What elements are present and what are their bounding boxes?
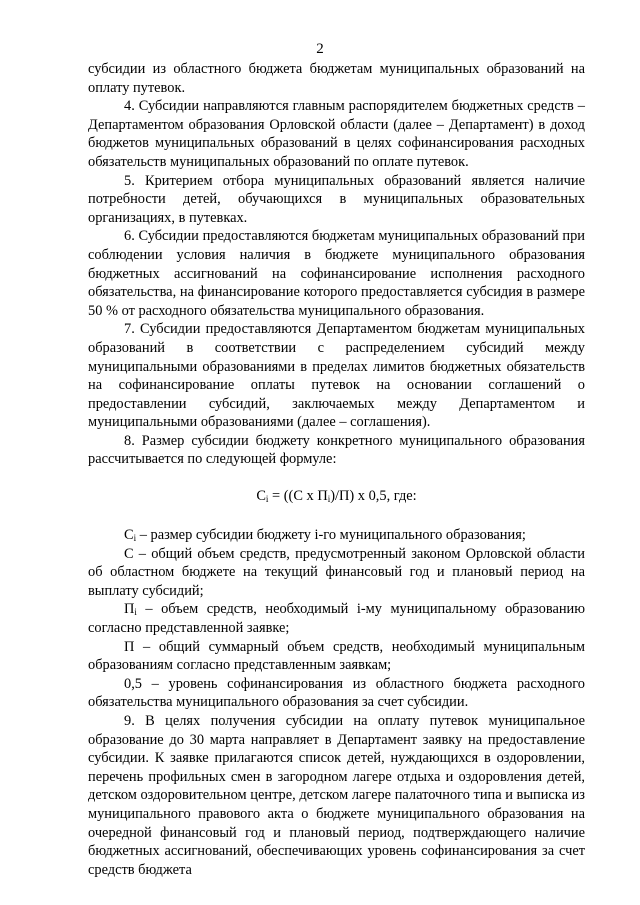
paragraph-5: 5. Критерием отбора муниципальных образований является наличие потребности детей, обучающихся в муниципальных образовательных организациях, в путевках. bbox=[88, 172, 585, 226]
paragraph-6: 6. Субсидии предоставляются бюджетам муниципальных образований при соблюдении условия наличия в бюджете муниципального образования бюджетных ассигнований на софинансирование исполнения расходного обязательства, на финансирование которого предоставляется субсидия в размере 50 % от расходного обязательства муниципального образования. bbox=[88, 228, 585, 319]
formula-tail: )/П) x 0,5, где: bbox=[330, 488, 417, 505]
definition-p bbox=[88, 638, 585, 675]
definition-subscript: i bbox=[133, 533, 137, 544]
definition-coefficient bbox=[88, 675, 585, 712]
definition-text: 0,5 – уровень софинансирования из областного бюджета расходного обязательства муниципального образования за счет субсидии. bbox=[88, 675, 585, 711]
paragraph-continuation: субсидии из областного бюджета бюджетам муниципальных образований на оплату путевок. bbox=[88, 61, 585, 96]
page-number: 2 bbox=[316, 41, 324, 57]
formula-ci: C bbox=[256, 488, 266, 505]
paragraph-9: 9. В целях получения субсидии на оплату путевок муниципальное образование до 30 марта направляет в Департамент заявку на предоставление субсидии. К заявке прилагаются список детей, нуждающихся в оздоровлении, перечень профильных смен в загородном лагере отдыха и оздоровления детей, детском оздоровительном центре, детском лагере палаточного типа и выписка из муниципального правового акта о бюджете муниципального образования на очередной финансовый год и плановый период, подтверждающего наличие бюджетных ассигнований, обеспечивающих уровень софинансирования за счет средств бюджета bbox=[88, 713, 585, 878]
subsidy-formula bbox=[88, 487, 585, 505]
definition-symbol: П bbox=[124, 601, 135, 618]
definition-symbol: C bbox=[124, 527, 134, 544]
paragraph-4: 4. Субсидии направляются главным распорядителем бюджетных средств – Департаментом образования Орловской области (далее – Департамент) в доход бюджетов муниципальных образований в целях софинансирования расходных обязательств муниципальных образований по оплате путевок. bbox=[88, 98, 585, 170]
definition-text: – объем средств, необходимый i-му муниципальному образованию согласно представленной заявке; bbox=[88, 601, 585, 637]
definition-subscript: i bbox=[134, 607, 137, 618]
document-body bbox=[88, 60, 585, 879]
paragraph-8: 8. Размер субсидии бюджету конкретного муниципального образования рассчитывается по следующей формуле: bbox=[88, 432, 585, 468]
definition-text: – размер субсидии бюджету i-го муниципального образования; bbox=[136, 527, 526, 544]
definition-pi bbox=[88, 600, 585, 637]
formula-middle: = ((C x П bbox=[268, 488, 328, 505]
definition-c bbox=[88, 545, 585, 601]
definition-text: П – общий суммарный объем средств, необходимый муниципальным образованиям согласно представленным заявкам; bbox=[88, 638, 585, 674]
definition-ci bbox=[88, 526, 585, 545]
formula-pi-subscript: i bbox=[327, 494, 331, 505]
formula-ci-subscript: i bbox=[265, 494, 269, 505]
definition-text: С – общий объем средств, предусмотренный законом Орловской области об областном бюджете на текущий финансовый год и плановый период на выплату субсидий; bbox=[88, 545, 585, 599]
paragraph-7: 7. Субсидии предоставляются Департаментом бюджетам муниципальных образований в соответствии с распределением субсидий между муниципальными образованиями в пределах лимитов бюджетных обязательств на софинансирование оплаты путевок на основании соглашений о предоставлении субсидий, заключаемых между Департаментом и муниципальными образованиями (далее – соглашения). bbox=[88, 321, 585, 431]
